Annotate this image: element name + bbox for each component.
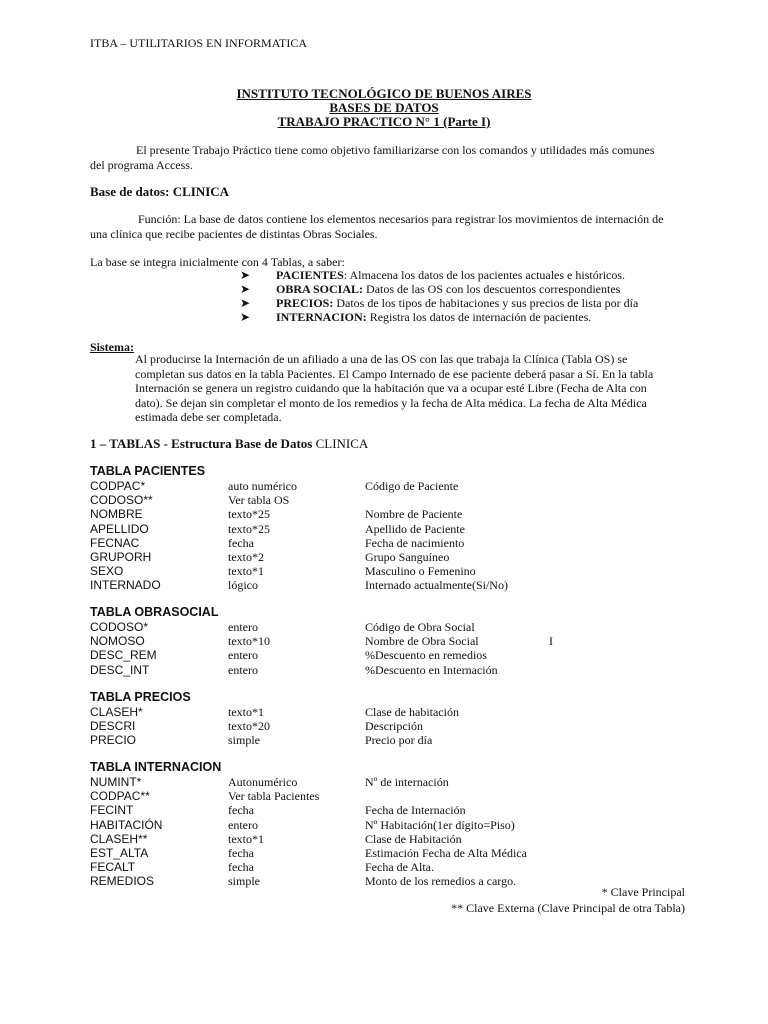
field-mark: I bbox=[549, 634, 553, 649]
field-type: Ver tabla OS bbox=[228, 493, 290, 508]
field-description: Fecha de nacimiento bbox=[365, 535, 465, 550]
field-name: FECNAC bbox=[90, 535, 140, 550]
function-paragraph: Función: La base de datos contiene los elementos necesarios para registrar los movimientos de internación de una clínica que recibe pacientes de distintas Obras Sociales. bbox=[90, 212, 664, 241]
field-row bbox=[90, 564, 710, 578]
field-name: HABITACIÓN bbox=[90, 817, 163, 832]
field-description: Fecha de Internación bbox=[365, 803, 466, 818]
primary-key-note: * Clave Principal bbox=[601, 885, 685, 899]
field-description: Nº de internación bbox=[365, 775, 449, 789]
field-type: entero bbox=[228, 648, 258, 663]
field-description: Descripción bbox=[365, 719, 423, 734]
field-name: CODPAC* bbox=[90, 479, 146, 493]
field-description: Código de Paciente bbox=[365, 479, 459, 493]
field-description: Nombre de Obra Social bbox=[365, 634, 479, 649]
bullet-table-name: PRECIOS: bbox=[276, 296, 334, 310]
section-heading-name: CLINICA bbox=[312, 436, 369, 451]
field-type: texto*25 bbox=[228, 507, 270, 522]
section-heading bbox=[90, 436, 368, 451]
field-row bbox=[90, 832, 710, 846]
field-type: auto numérico bbox=[228, 479, 297, 493]
field-row bbox=[90, 522, 710, 536]
field-name: REMEDIOS bbox=[90, 874, 155, 889]
field-row bbox=[90, 733, 710, 747]
title-subject: BASES DE DATOS bbox=[329, 100, 439, 115]
field-name: DESC_INT bbox=[90, 662, 150, 677]
field-description: Estimación Fecha de Alta Médica bbox=[365, 846, 527, 860]
field-row bbox=[90, 550, 710, 564]
field-row bbox=[90, 536, 710, 550]
field-row bbox=[90, 578, 710, 592]
bullet-description: Datos de los tipos de habitaciones y sus precios de lista por día bbox=[333, 296, 639, 310]
intro-paragraph: El presente Trabajo Práctico tiene como objetivo familiarizarse con los comandos y utilidades más comunes del programa Access. bbox=[90, 143, 655, 172]
arrow-bullet-icon: ➤ bbox=[240, 310, 251, 324]
field-row bbox=[90, 648, 710, 662]
table-title: TABLA OBRASOCIAL bbox=[90, 605, 219, 619]
field-type: simple bbox=[228, 874, 260, 889]
field-row bbox=[90, 634, 710, 648]
field-description: Monto de los remedios a cargo. bbox=[365, 874, 517, 889]
table-bullet-item bbox=[276, 268, 625, 282]
bullet-description: : Almacena los datos de los pacientes actuales e históricos. bbox=[343, 268, 626, 282]
bullet-table-name: INTERNACION: bbox=[276, 310, 367, 324]
table-bullet-item bbox=[276, 282, 620, 296]
field-type: fecha bbox=[228, 535, 254, 550]
bullet-description: Datos de las OS con los descuentos correspondientes bbox=[363, 282, 621, 296]
table-title: TABLA PRECIOS bbox=[90, 690, 191, 704]
bullet-table-name: OBRA SOCIAL: bbox=[276, 282, 364, 296]
field-type: texto*1 bbox=[228, 564, 264, 579]
database-label: Base de datos: CLINICA bbox=[90, 184, 230, 199]
field-description: Nº Habitación(1er dígito=Piso) bbox=[365, 817, 515, 832]
section-heading-bold: 1 – TABLAS - Estructura Base de Datos bbox=[90, 436, 313, 451]
field-name: CODOSO* bbox=[90, 620, 149, 634]
field-type: fecha bbox=[228, 846, 254, 860]
field-description: Masculino o Femenino bbox=[365, 564, 476, 579]
field-type: entero bbox=[228, 662, 258, 677]
field-row bbox=[90, 846, 710, 860]
field-row bbox=[90, 803, 710, 817]
title-assignment: TRABAJO PRACTICO N° 1 (Parte I) bbox=[277, 114, 491, 129]
table-bullet-item bbox=[276, 296, 638, 310]
field-row bbox=[90, 663, 710, 677]
foreign-key-note: ** Clave Externa (Clave Principal de otra Tabla) bbox=[451, 901, 685, 915]
field-type: texto*25 bbox=[228, 521, 270, 536]
field-type: Ver tabla Pacientes bbox=[228, 789, 320, 804]
table-title: TABLA INTERNACION bbox=[90, 760, 222, 774]
field-name: CODOSO** bbox=[90, 493, 153, 508]
bullet-table-name: PACIENTES bbox=[276, 268, 344, 282]
field-row bbox=[90, 493, 710, 507]
field-type: entero bbox=[228, 817, 258, 832]
field-description: Apellido de Paciente bbox=[365, 521, 465, 536]
field-name: CODPAC** bbox=[90, 789, 150, 804]
field-description: Clase de Habitación bbox=[365, 831, 462, 846]
field-type: entero bbox=[228, 620, 258, 634]
field-type: fecha bbox=[228, 803, 254, 818]
field-name: CLASEH* bbox=[90, 705, 143, 719]
field-row bbox=[90, 705, 710, 719]
field-name: FECINT bbox=[90, 803, 134, 818]
field-description: Grupo Sanguíneo bbox=[365, 550, 450, 564]
field-type: texto*20 bbox=[228, 719, 270, 734]
field-row bbox=[90, 479, 710, 493]
arrow-bullet-icon: ➤ bbox=[240, 282, 251, 296]
field-name: INTERNADO bbox=[90, 578, 161, 593]
field-row bbox=[90, 775, 710, 789]
field-name: APELLIDO bbox=[90, 521, 149, 536]
field-row bbox=[90, 860, 710, 874]
bullet-description: Registra los datos de internación de pacientes. bbox=[366, 310, 592, 324]
field-type: Autonumérico bbox=[228, 775, 298, 789]
field-name: NUMINT* bbox=[90, 775, 142, 789]
field-row bbox=[90, 719, 710, 733]
field-description: Precio por día bbox=[365, 733, 433, 748]
field-description: Fecha de Alta. bbox=[365, 860, 434, 875]
arrow-bullet-icon: ➤ bbox=[240, 296, 251, 310]
field-name: GRUPORH bbox=[90, 550, 152, 564]
field-row bbox=[90, 507, 710, 521]
field-type: simple bbox=[228, 733, 260, 748]
field-type: texto*10 bbox=[228, 634, 270, 649]
field-name: SEXO bbox=[90, 564, 124, 579]
field-description: %Descuento en remedios bbox=[365, 648, 487, 663]
arrow-bullet-icon: ➤ bbox=[240, 268, 251, 282]
field-description: Nombre de Paciente bbox=[365, 507, 463, 522]
field-type: lógico bbox=[228, 578, 258, 593]
field-type: fecha bbox=[228, 860, 254, 875]
field-name: CLASEH** bbox=[90, 831, 148, 846]
field-description: Código de Obra Social bbox=[365, 620, 475, 634]
field-name: NOMBRE bbox=[90, 507, 143, 522]
field-name: PRECIO bbox=[90, 733, 137, 748]
field-name: DESCRI bbox=[90, 719, 136, 734]
field-name: FECALT bbox=[90, 860, 136, 875]
tables-intro: La base se integra inicialmente con 4 Tablas, a saber: bbox=[90, 255, 345, 269]
field-description: Internado actualmente(Si/No) bbox=[365, 578, 508, 593]
field-name: EST_ALTA bbox=[90, 846, 149, 860]
field-row bbox=[90, 789, 710, 803]
title-institute: INSTITUTO TECNOLÓGICO DE BUENOS AIRES bbox=[236, 86, 532, 101]
field-row bbox=[90, 620, 710, 634]
field-name: NOMOSO bbox=[90, 634, 145, 649]
field-type: texto*2 bbox=[228, 550, 264, 564]
system-paragraph: Al producirse la Internación de un afiliado a una de las OS con las que trabaja la Clínica (Tabla OS) se completan sus datos en la tabla Pacientes. El Campo Internado de ese paciente deberá pasar a Sí. En la tabla Internación se genera un registro cuidando que la habitación que va a ocupar esté Libre (Fecha de Alta con dato). Se dejan sin completar el monto de los remedios y la fecha de Alta médica. La fecha de Alta Médica estimada debe ser completada. bbox=[135, 352, 654, 424]
field-type: texto*1 bbox=[228, 705, 264, 719]
system-label: Sistema: bbox=[90, 340, 134, 354]
field-name: DESC_REM bbox=[90, 648, 157, 663]
table-title: TABLA PACIENTES bbox=[90, 464, 206, 478]
field-description: %Descuento en Internación bbox=[365, 662, 498, 677]
field-row bbox=[90, 818, 710, 832]
field-type: texto*1 bbox=[228, 831, 264, 846]
table-bullet-item bbox=[276, 310, 591, 324]
page-header: ITBA – UTILITARIOS EN INFORMATICA bbox=[90, 36, 308, 50]
field-description: Clase de habitación bbox=[365, 705, 459, 719]
